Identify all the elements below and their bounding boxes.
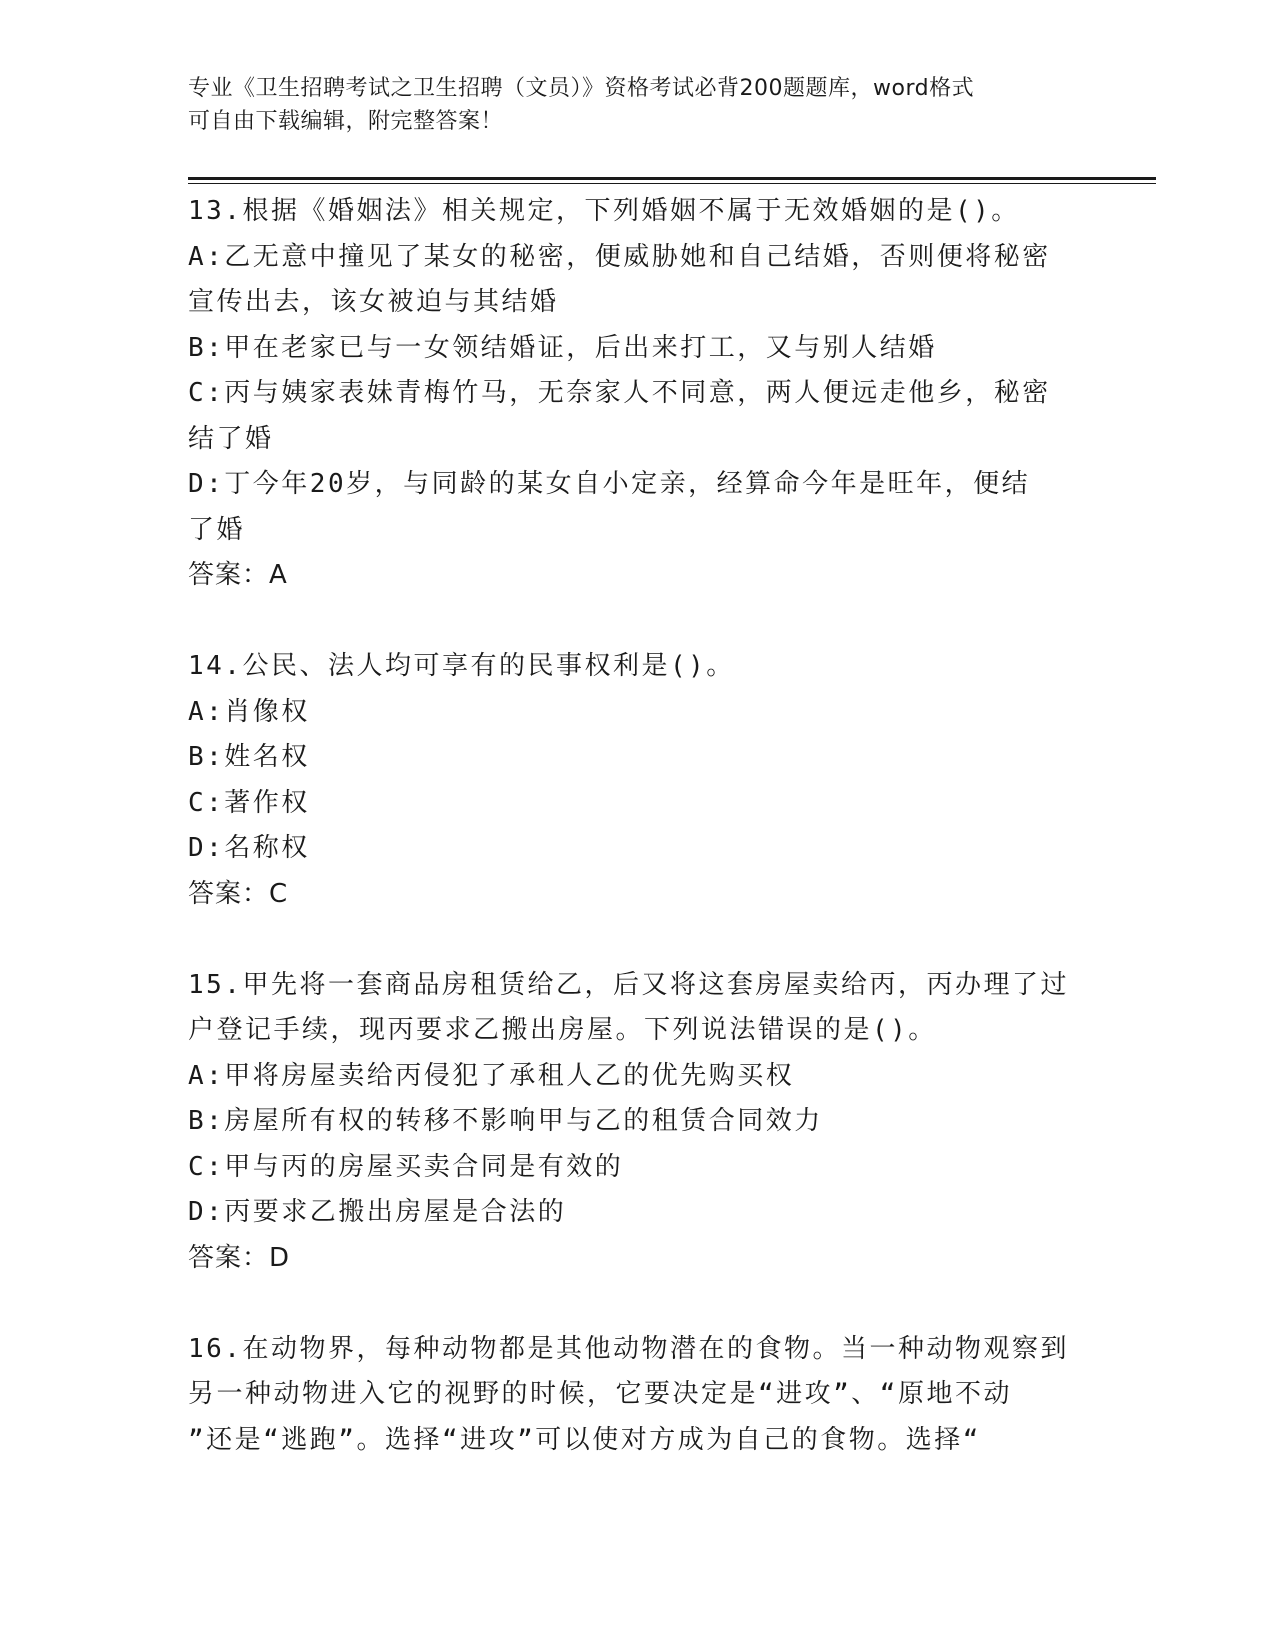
document-header (188, 72, 1068, 138)
question-14 (188, 644, 1088, 917)
spacer (188, 917, 1088, 963)
question-14-option-c: C:著作权 (188, 787, 310, 818)
header-line-1: 专业《卫生招聘考试之卫生招聘（文员）》资格考试必背200题题库，word格式 (188, 76, 975, 101)
header-divider-thick (188, 177, 1156, 180)
question-13-option-b: B:甲在老家已与一女领结婚证，后出来打工，又与别人结婚 (188, 332, 937, 363)
question-15-answer: 答案：D (188, 1242, 291, 1273)
header-divider-thin (188, 183, 1156, 184)
question-15-option-d: D:丙要求乙搬出房屋是合法的 (188, 1197, 567, 1227)
question-14-stem: 14.公民、法人均可享有的民事权利是()。 (188, 651, 735, 681)
question-16-stem-cont-2: ”还是“逃跑”。选择“进攻”可以使对方成为自己的食物。选择“ (188, 1424, 981, 1455)
question-15-option-b: B:房屋所有权的转移不影响甲与乙的租赁合同效力 (188, 1106, 823, 1136)
question-list (188, 189, 1088, 1463)
question-14-answer: 答案：C (188, 878, 289, 909)
question-13-option-c-cont: 结了婚 (188, 423, 274, 454)
question-13-answer: 答案：A (188, 560, 288, 590)
spacer (188, 599, 1088, 645)
question-13-option-a-cont: 宣传出去，该女被迫与其结婚 (188, 287, 559, 317)
question-13-option-c: C:丙与姨家表妹青梅竹马，无奈家人不同意，两人便远走他乡，秘密 (188, 378, 1051, 408)
question-15 (188, 963, 1088, 1282)
question-13-option-d: D:丁今年20岁，与同龄的某女自小定亲，经算命今年是旺年，便结 (188, 469, 1031, 499)
question-13-stem: 13.根据《婚姻法》相关规定，下列婚姻不属于无效婚姻的是()。 (188, 196, 1020, 226)
question-15-stem: 15.甲先将一套商品房租赁给乙，后又将这套房屋卖给丙，丙办理了过 (188, 969, 1069, 1000)
question-16-stem: 16.在动物界，每种动物都是其他动物潜在的食物。当一种动物观察到 (188, 1333, 1069, 1364)
header-line-2: 可自由下载编辑，附完整答案！ (188, 109, 504, 134)
question-13 (188, 189, 1088, 599)
question-13-option-d-cont: 了婚 (188, 514, 246, 545)
spacer (188, 1281, 1088, 1327)
question-16 (188, 1327, 1088, 1464)
question-14-option-b: B:姓名权 (188, 742, 310, 772)
question-15-option-a: A:甲将房屋卖给丙侵犯了承租人乙的优先购买权 (188, 1060, 795, 1091)
question-15-option-c: C:甲与丙的房屋买卖合同是有效的 (188, 1151, 624, 1182)
question-14-option-a: A:肖像权 (188, 696, 310, 727)
question-15-stem-cont: 户登记手续，现丙要求乙搬出房屋。下列说法错误的是()。 (188, 1015, 937, 1045)
question-14-option-d: D:名称权 (188, 833, 310, 863)
question-13-option-a: A:乙无意中撞见了某女的秘密，便威胁她和自己结婚，否则便将秘密 (188, 241, 1051, 272)
question-16-stem-cont-1: 另一种动物进入它的视野的时候，它要决定是“进攻”、“原地不动 (188, 1379, 1012, 1409)
